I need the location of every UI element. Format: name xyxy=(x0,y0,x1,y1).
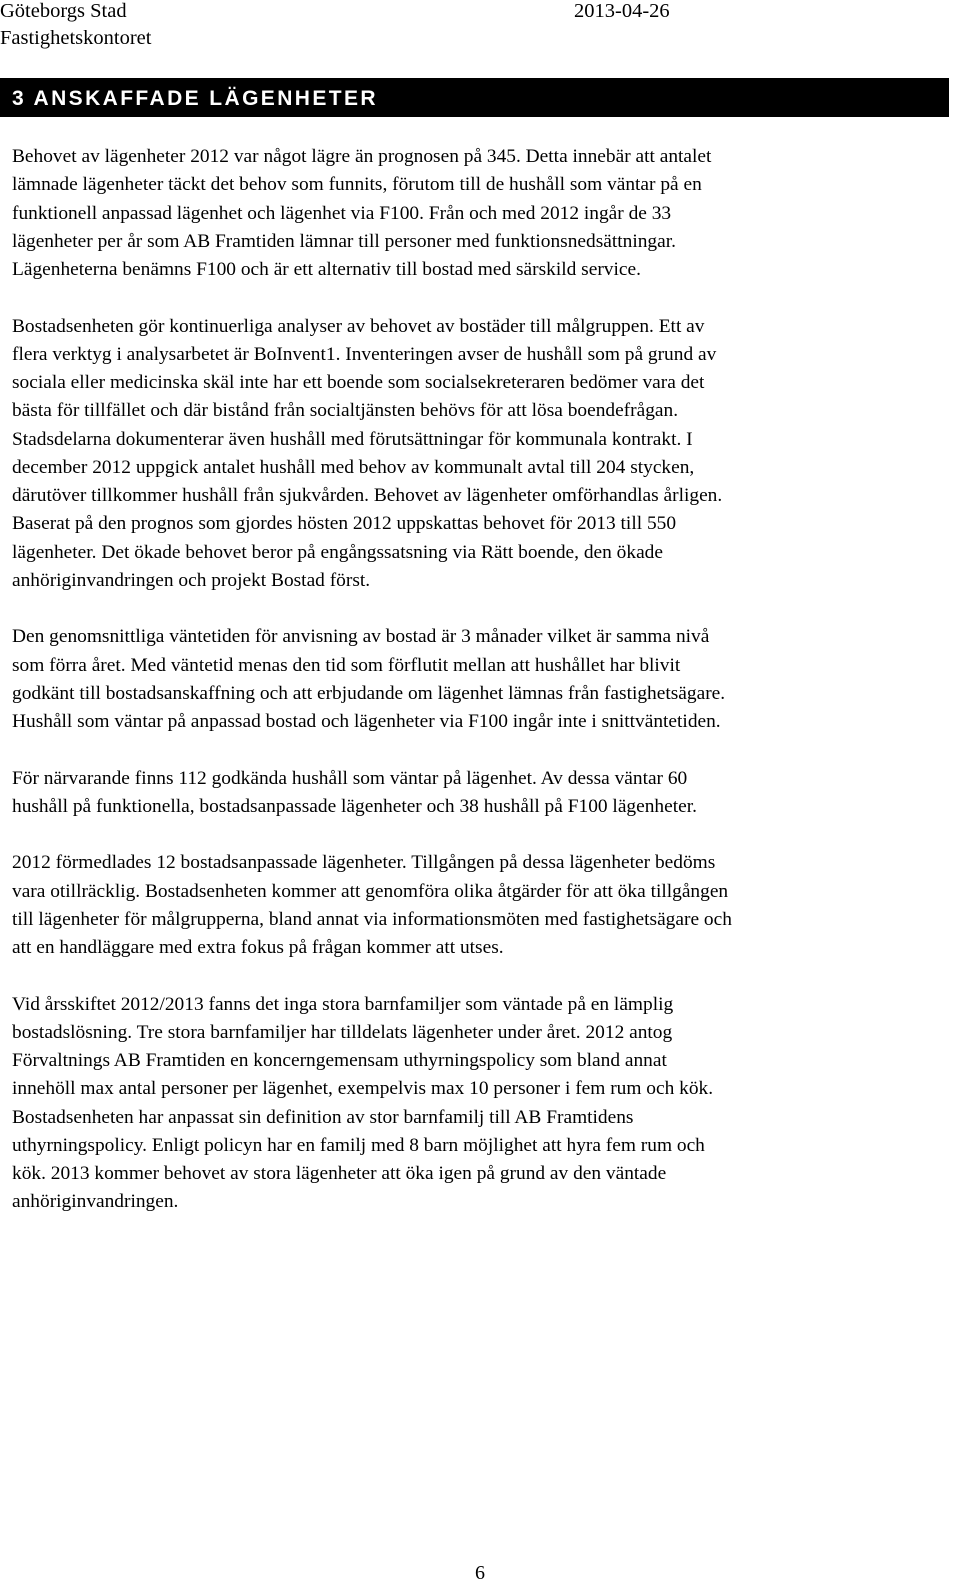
paragraph-line: Bostadsenheten gör kontinuerliga analyser av behovet av bostäder till målgruppen. Ett av xyxy=(12,315,705,337)
paragraph-line: till lägenheter för målgrupperna, bland annat via informationsmöten med fastighetsägare och xyxy=(12,908,732,930)
paragraph xyxy=(12,623,942,736)
paragraph-line: Stadsdelarna dokumenterar även hushåll med förutsättningar för kommunala kontrakt. I xyxy=(12,428,693,450)
paragraph-line: Lägenheterna benämns F100 och är ett alternativ till bostad med särskild service. xyxy=(12,259,641,280)
paragraph-line: bästa för tillfället och där bistånd från socialtjänsten behövs för att lösa boendefrågan. xyxy=(12,400,679,422)
paragraph-line: lägenheter. Det ökade behovet beror på engångssatsning via Rätt boende, den ökade xyxy=(12,541,663,563)
paragraph-line: sociala eller medicinska skäl inte har ett boende som socialsekreteraren bedömer vara det xyxy=(12,372,705,393)
paragraph-line: att en handläggare med extra fokus på frågan kommer att utses. xyxy=(12,937,504,958)
paragraph-line: anhöriginvandringen. xyxy=(12,1191,179,1213)
paragraph-line: uthyrningspolicy. Enligt policyn har en familj med 8 barn möjlighet att hyra fem rum och xyxy=(12,1134,705,1156)
header-right xyxy=(574,0,670,25)
section-title: 3 ANSKAFFADE LÄGENHETER xyxy=(12,87,378,110)
paragraph-line: Baserat på den prognos som gjordes hösten 2012 uppskattas behovet för 2013 till 550 xyxy=(12,513,677,535)
section-heading-bar xyxy=(0,78,949,117)
body-text xyxy=(12,143,942,1245)
paragraph-line: kök. 2013 kommer behovet av stora lägenheter att öka igen på grund av den väntade xyxy=(12,1163,667,1184)
header-department: Fastighetskontoret xyxy=(0,27,152,49)
paragraph-line: 2012 förmedlades 12 bostadsanpassade lägenheter. Tillgången på dessa lägenheter bedöms xyxy=(12,852,716,874)
paragraph-line: Vid årsskiftet 2012/2013 fanns det inga stora barnfamiljer som väntade på en lämplig xyxy=(12,993,674,1015)
paragraph xyxy=(12,991,942,1217)
page-number: 6 xyxy=(475,1562,485,1584)
paragraph-line: lämnade lägenheter täckt det behov som funnits, förutom till de hushåll som väntar på en xyxy=(12,174,702,196)
paragraph-line: Den genomsnittliga väntetiden för anvisning av bostad är 3 månader vilket är samma nivå xyxy=(12,626,710,648)
paragraph-line: godkänt till bostadsanskaffning och att erbjudande om lägenhet lämnas från fastighetsägare. xyxy=(12,682,726,704)
paragraph-line: december 2012 uppgick antalet hushåll med behov av kommunalt avtal till 204 stycken, xyxy=(12,456,695,478)
paragraph-line: lägenheter per år som AB Framtiden lämnar till personer med funktionsnedsättningar. xyxy=(12,230,676,252)
paragraph-line: För närvarande finns 112 godkända hushåll som väntar på lägenhet. Av dessa väntar 60 xyxy=(12,767,688,789)
paragraph-line: därutöver tillkommer hushåll från sjukvården. Behovet av lägenheter omförhandlas årligen. xyxy=(12,485,723,506)
paragraph-line: som förra året. Med väntetid menas den tid som förflutit mellan att hushållet har blivit xyxy=(12,654,681,676)
paragraph-line: Bostadsenheten har anpassat sin definition av stor barnfamilj till AB Framtidens xyxy=(12,1106,634,1128)
paragraph xyxy=(12,313,942,596)
page-header xyxy=(0,0,960,60)
paragraph-line: bostadslösning. Tre stora barnfamiljer har tilldelats lägenheter under året. 2012 antog xyxy=(12,1021,673,1043)
paragraph-line: flera verktyg i analysarbetet är BoInvent1. Inventeringen avser de hushåll som på grund av xyxy=(12,343,717,365)
header-date: 2013-04-26 xyxy=(574,0,670,22)
paragraph-line: Hushåll som väntar på anpassad bostad och lägenheter via F100 ingår inte i snittväntetiden. xyxy=(12,711,721,732)
paragraph xyxy=(12,765,942,822)
header-org: Göteborgs Stad xyxy=(0,0,127,22)
paragraph xyxy=(12,143,942,284)
paragraph-line: Behovet av lägenheter 2012 var något lägre än prognosen på 345. Detta innebär att antalet xyxy=(12,146,712,167)
paragraph-line: innehöll max antal personer per lägenhet, exempelvis max 10 personer i fem rum och kök. xyxy=(12,1078,714,1100)
paragraph-line: vara otillräcklig. Bostadsenheten kommer att genomföra olika åtgärder för att öka tillgången xyxy=(12,880,729,902)
paragraph-line: funktionell anpassad lägenhet och lägenhet via F100. Från och med 2012 ingår de 33 xyxy=(12,202,672,224)
paragraph-line: hushåll på funktionella, bostadsanpassade lägenheter och 38 hushåll på F100 lägenheter. xyxy=(12,795,697,817)
paragraph xyxy=(12,849,942,962)
header-left xyxy=(0,0,151,52)
paragraph-line: Förvaltnings AB Framtiden en koncerngemensam uthyrningspolicy som bland annat xyxy=(12,1050,667,1071)
paragraph-line: anhöriginvandringen och projekt Bostad först. xyxy=(12,569,371,591)
